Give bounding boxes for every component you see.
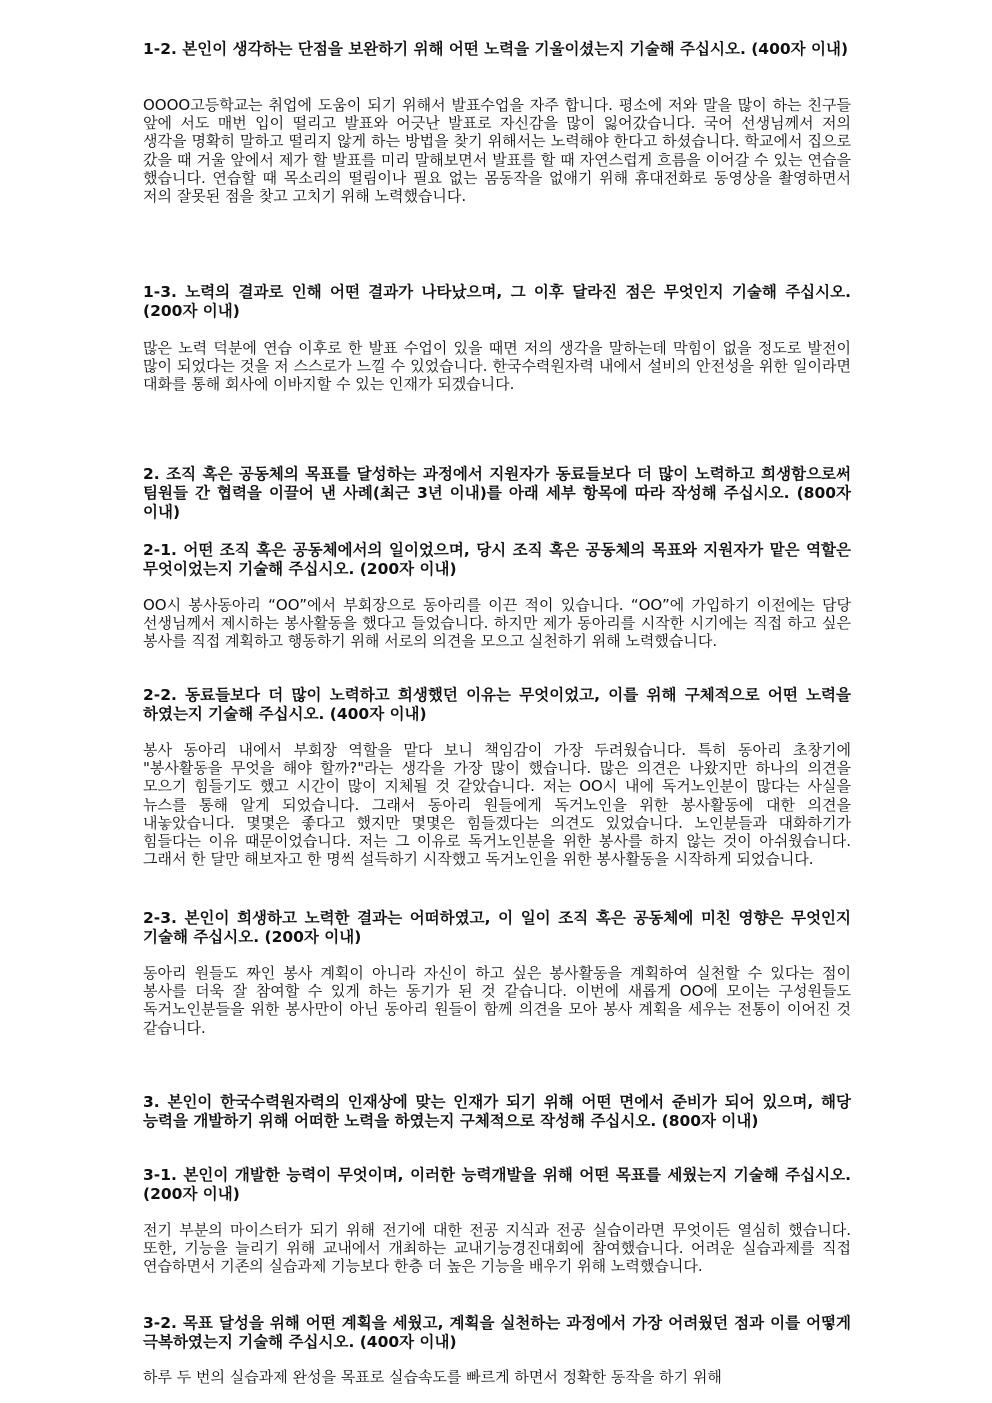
- question-2-3: 2-3. 본인이 희생하고 노력한 결과는 어떠하였고, 이 일이 조직 혹은 공동체에 미친 영향은 무엇인지 기술해 주십시오. (200자 이내): [143, 909, 851, 946]
- answer-2-1: OO시 봉사동아리 “OO”에서 부회장으로 동아리를 이끈 적이 있습니다. “OO”에 가입하기 이전에는 담당 선생님께서 제시하는 봉사활동을 했다고 들었습니다. 하지만 제가 동아리를 시작한 시기에는 직접 하고 싶은 봉사를 직접 계획하고 행동하기 위해 서로의 의견을 모으고 실천하기 위해 노력했습니다.: [143, 596, 851, 651]
- question-1-3: 1-3. 노력의 결과로 인해 어떤 결과가 나타났으며, 그 이후 달라진 점은 무엇인지 기술해 주십시오. (200자 이내): [143, 283, 851, 320]
- answer-2-2: 봉사 동아리 내에서 부회장 역할을 맡다 보니 책임감이 가장 두려웠습니다. 특히 동아리 초창기에 "봉사활동을 무엇을 해야 할까?"라는 생각을 가장 많이 했습니다. 많은 의견은 나왔지만 하나의 의견을 모으기 힘들기도 했고 시간이 많이 지체될 것 같았습니다. 저는 OO시 내에 독거노인분이 많다는 사실을 뉴스를 통해 알게 되었습니다. 그래서 동아리 원들에게 독거노인을 위한 봉사활동에 대한 의견을 내놓았습니다. 몇몇은 좋다고 했지만 몇몇은 힘들겠다는 의견도 있었습니다. 노인분들과 대화하기가 힘들다는 이유 때문이었습니다. 저는 그 이유로 독거노인분을 위한 봉사를 하지 않는 것이 아쉬웠습니다. 그래서 한 달만 해보자고 한 명씩 설득하기 시작했고 독거노인을 위한 봉사활동을 시작하게 되었습니다.: [143, 741, 851, 869]
- question-1-2: 1-2. 본인이 생각하는 단점을 보완하기 위해 어떤 노력을 기울이셨는지 기술해 주십시오. (400자 이내): [143, 40, 849, 58]
- question-3-1: 3-1. 본인이 개발한 능력이 무엇이며, 이러한 능력개발을 위해 어떤 목표를 세웠는지 기술해 주십시오. (200자 이내): [143, 1166, 851, 1203]
- answer-1-3: 많은 노력 덕분에 연습 이후로 한 발표 수업이 있을 때면 저의 생각을 말하는데 막힘이 없을 정도로 발전이 많이 되었다는 것을 저 스스로가 느낄 수 있었습니다. 한국수력원자력 내에서 설비의 안전성을 위한 일이라면 대화를 통해 회사에 이바지할 수 있는 인재가 되겠습니다.: [143, 339, 851, 394]
- question-3-2: 3-2. 목표 달성을 위해 어떤 계획을 세웠고, 계획을 실천하는 과정에서 가장 어려웠던 점과 이를 어떻게 극복하였는지 기술해 주십시오. (400자 이내): [143, 1314, 851, 1351]
- answer-1-2: OOOO고등학교는 취업에 도움이 되기 위해서 발표수업을 자주 합니다. 평소에 저와 말을 많이 하는 친구들 앞에 서도 매번 입이 떨리고 발표와 어긋난 발표로 자신감을 많이 잃어갔습니다. 국어 선생님께서 저의 생각을 명확히 말하고 떨리지 않게 하는 방법을 찾기 위해서는 노력해야 한다고 하셨습니다. 학교에서 집으로 갔을 때 거울 앞에서 제가 할 발표를 미리 말해보면서 발표를 할 때 자연스럽게 흐름을 이어갈 수 있는 연습을 했습니다. 연습할 때 목소리의 떨림이나 필요 없는 몸동작을 없애기 위해 휴대전화로 동영상을 촬영하면서 저의 잘못된 점을 찾고 고치기 위해 노력했습니다.: [143, 96, 851, 206]
- answer-3-2: 하루 두 번의 실습과제 완성을 목표로 실습속도를 빠르게 하면서 정확한 동작을 하기 위해: [143, 1368, 722, 1386]
- question-2-1: 2-1. 어떤 조직 혹은 공동체에서의 일이었으며, 당시 조직 혹은 공동체의 목표와 지원자가 맡은 역할은 무엇이었는지 기술해 주십시오. (200자 이내): [143, 541, 851, 578]
- question-2-2: 2-2. 동료들보다 더 많이 노력하고 희생했던 이유는 무엇이었고, 이를 위해 구체적으로 어떤 노력을 하였는지 기술해 주십시오. (400자 이내): [143, 686, 851, 723]
- answer-3-1: 전기 부분의 마이스터가 되기 위해 전기에 대한 전공 지식과 전공 실습이라면 무엇이든 열심히 했습니다. 또한, 기능을 늘리기 위해 교내에서 개최하는 교내기능경진대회에 참여했습니다. 어려운 실습과제를 직접 연습하면서 기존의 실습과제 기능보다 한층 더 높은 기능을 배우기 위해 노력했습니다.: [143, 1221, 851, 1276]
- question-2: 2. 조직 혹은 공동체의 목표를 달성하는 과정에서 지원자가 동료들보다 더 많이 노력하고 희생함으로써 팀원들 간 협력을 이끌어 낸 사례(최근 3년 이내)를 아래 세부 항목에 따라 작성해 주십시오. (800자 이내): [143, 465, 851, 521]
- question-3: 3. 본인이 한국수력원자력의 인재상에 맞는 인재가 되기 위해 어떤 면에서 준비가 되어 있으며, 해당 능력을 개발하기 위해 어떠한 노력을 하였는지 구체적으로 작성해 주십시오. (800자 이내): [143, 1093, 851, 1130]
- answer-2-3: 동아리 원들도 짜인 봉사 계획이 아니라 자신이 하고 싶은 봉사활동을 계획하여 실천할 수 있다는 점이 봉사를 더욱 잘 참여할 수 있게 하는 동기가 된 것 같습니다. 이번에 새롭게 OO에 모이는 구성원들도 독거노인분들을 위한 봉사만이 아닌 동아리 원들이 함께 의견을 모아 봉사 계획을 세우는 전통이 이어진 것 같습니다.: [143, 964, 851, 1037]
